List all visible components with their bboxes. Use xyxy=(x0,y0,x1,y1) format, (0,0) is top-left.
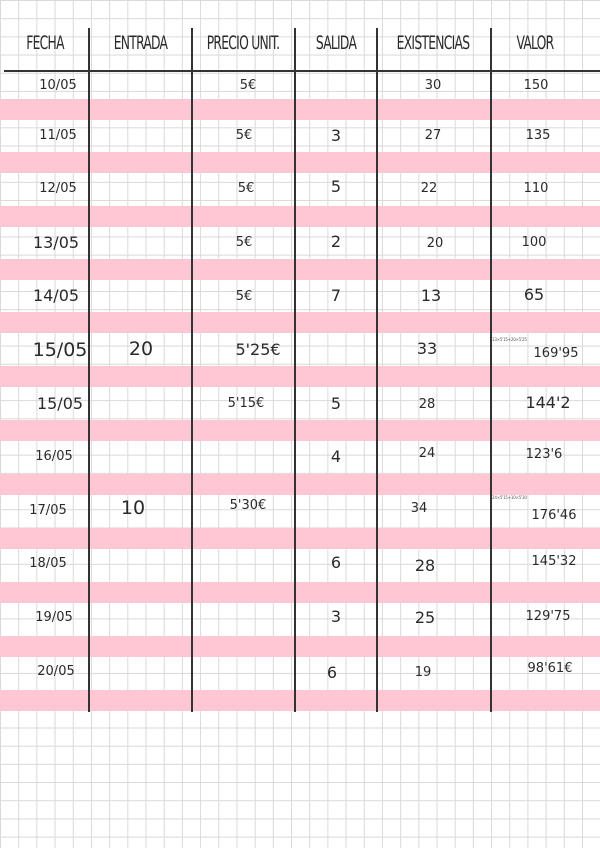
cell-existencias: 22 xyxy=(420,181,438,196)
row-band xyxy=(0,99,600,120)
cell-existencias: 13 xyxy=(420,286,442,305)
cell-precio: 5€ xyxy=(235,235,253,250)
cell-fecha: 16/05 xyxy=(35,449,73,464)
cell-fecha: 19/05 xyxy=(35,610,73,625)
cell-valor: 129'75 xyxy=(525,609,571,624)
row-band xyxy=(0,582,600,603)
cell-existencias: 33 xyxy=(416,339,438,358)
cell-fecha: 17/05 xyxy=(29,503,67,518)
row-band xyxy=(0,259,600,280)
cell-salida: 3 xyxy=(330,126,342,145)
cell-valor: 110 xyxy=(523,181,549,196)
cell-existencias: 30 xyxy=(424,78,442,93)
column-divider xyxy=(490,28,492,712)
header-valor: VALOR xyxy=(516,32,554,54)
cell-fecha: 10/05 xyxy=(39,78,77,93)
cell-entrada: 10 xyxy=(120,497,146,519)
calculation-note: 13×5'15+20×5'25 xyxy=(492,337,527,342)
cell-valor: 65 xyxy=(523,285,545,304)
cell-salida: 3 xyxy=(330,607,342,626)
cell-valor: 100 xyxy=(521,235,547,250)
cell-precio: 5€ xyxy=(239,78,257,93)
cell-existencias: 27 xyxy=(424,128,442,143)
row-band xyxy=(0,420,600,441)
row-band xyxy=(0,312,600,333)
row-band xyxy=(0,366,600,387)
cell-salida: 6 xyxy=(326,663,338,682)
cell-fecha: 14/05 xyxy=(32,286,80,305)
cell-salida: 5 xyxy=(330,394,342,413)
cell-valor: 98'61€ xyxy=(527,661,573,676)
cell-fecha: 20/05 xyxy=(37,664,75,679)
cell-valor: 144'2 xyxy=(525,393,571,412)
cell-salida: 5 xyxy=(330,177,342,196)
cell-valor: 176'46 xyxy=(531,508,577,523)
cell-existencias: 19 xyxy=(414,665,432,680)
row-band xyxy=(0,528,600,549)
row-band xyxy=(0,206,600,227)
row-band xyxy=(0,474,600,495)
cell-fecha: 15/05 xyxy=(32,339,88,361)
cell-existencias: 28 xyxy=(414,556,436,575)
row-band xyxy=(0,152,600,173)
cell-fecha: 12/05 xyxy=(39,181,77,196)
cell-fecha: 11/05 xyxy=(39,128,77,143)
cell-salida: 4 xyxy=(330,447,342,466)
cell-existencias: 28 xyxy=(418,397,436,412)
row-band xyxy=(0,636,600,657)
row-band xyxy=(0,690,600,711)
header-entrada: ENTRADA xyxy=(113,32,168,54)
cell-precio: 5'15€ xyxy=(227,396,265,411)
cell-salida: 7 xyxy=(330,286,342,305)
cell-precio: 5€ xyxy=(235,289,253,304)
header-salida: SALIDA xyxy=(315,32,357,54)
cell-valor: 169'95 xyxy=(533,346,579,361)
cell-valor: 123'6 xyxy=(525,447,563,462)
cell-precio: 5€ xyxy=(235,128,253,143)
cell-precio: 5'30€ xyxy=(229,498,267,513)
cell-precio: 5'25€ xyxy=(235,340,281,359)
cell-salida: 2 xyxy=(330,232,342,251)
column-divider xyxy=(191,28,193,712)
cell-valor: 150 xyxy=(523,78,549,93)
cell-existencias: 24 xyxy=(418,446,436,461)
cell-valor: 135 xyxy=(525,128,551,143)
cell-fecha: 18/05 xyxy=(29,556,67,571)
header-precio: PRECIO UNIT. xyxy=(206,32,280,54)
cell-fecha: 13/05 xyxy=(32,233,80,252)
cell-valor: 145'32 xyxy=(531,554,577,569)
cell-salida: 6 xyxy=(330,553,342,572)
header-fecha: FECHA xyxy=(26,32,64,54)
header-existencias: EXISTENCIAS xyxy=(396,32,470,54)
cell-entrada: 20 xyxy=(128,338,154,360)
cell-fecha: 15/05 xyxy=(36,394,84,413)
cell-existencias: 34 xyxy=(410,501,428,516)
calculation-note: 24×5'15+10×5'30 xyxy=(492,495,527,500)
cell-existencias: 20 xyxy=(426,236,444,251)
cell-precio: 5€ xyxy=(237,181,255,196)
cell-existencias: 25 xyxy=(414,608,436,627)
